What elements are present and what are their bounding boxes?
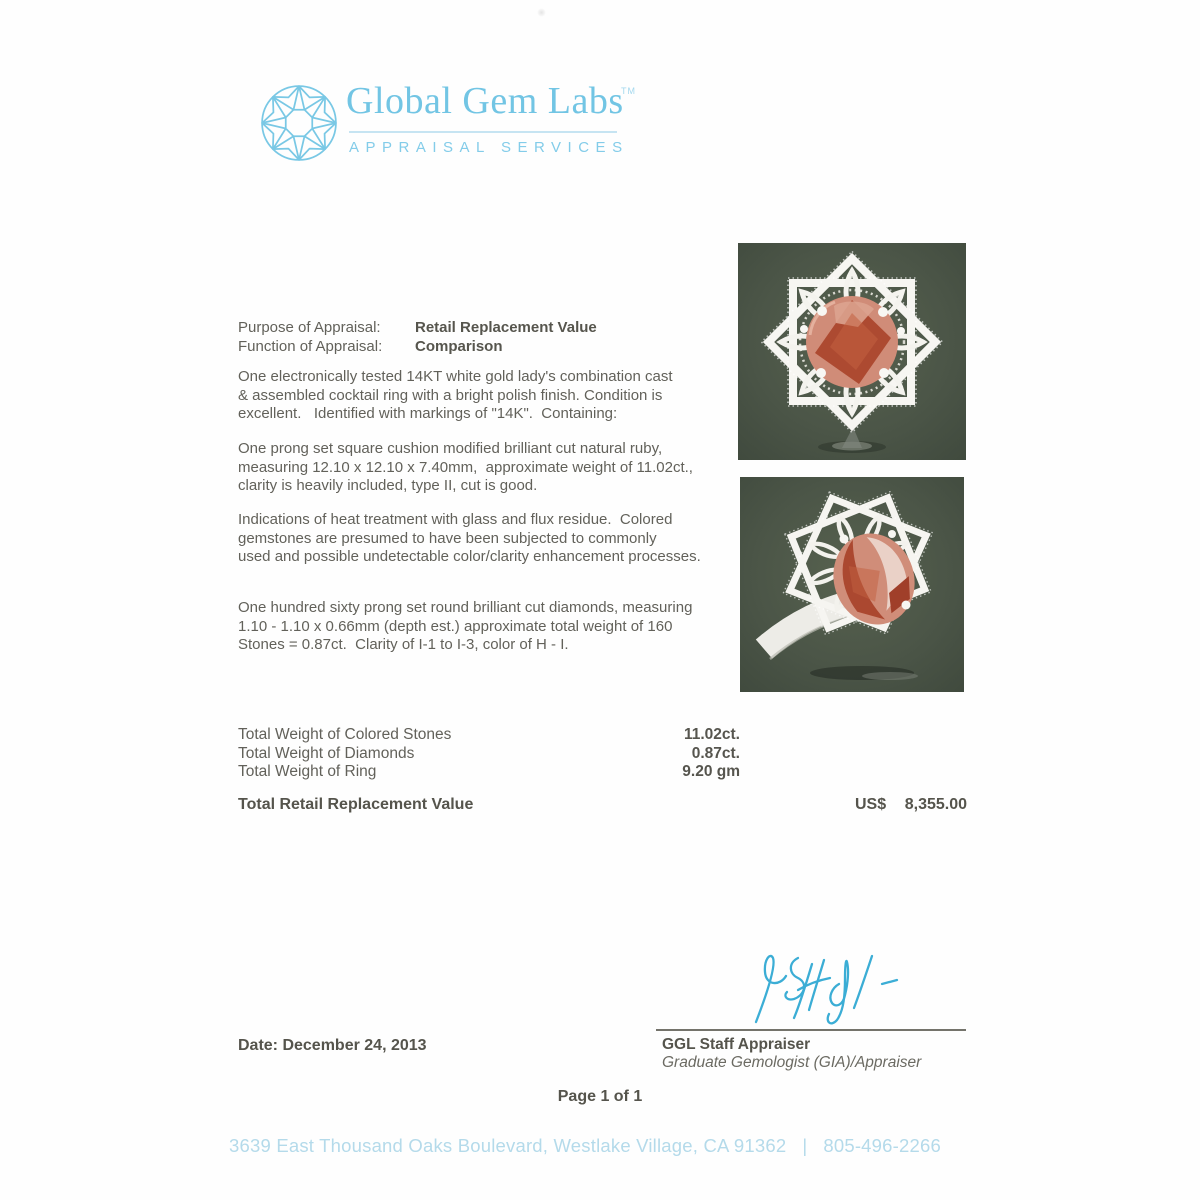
total-retail-value-amount (855, 796, 967, 814)
function-label: Function of Appraisal: (238, 337, 383, 355)
appraisal-date: Date: December 24, 2013 (238, 1037, 427, 1054)
appraiser-signature (742, 950, 917, 1032)
total-value: 8,355.00 (904, 796, 967, 813)
diamond-icon (258, 82, 340, 164)
description-paragraph-diamonds: One hundred sixty prong set round brilliant cut diamonds, measuring 1.10 - 1.10 x 0.66mm (depth est.) approximate total weight of 160 Stones = 0.87ct. Clarity of I-1 to I-3, color of H - I. (238, 599, 693, 654)
purpose-row (238, 319, 597, 338)
total-row-diamonds: Total Weight of Diamonds 0.87ct. (238, 744, 740, 762)
logo-wordmark: Global Gem Labs (346, 80, 624, 122)
appraiser-title: GGL Staff Appraiser (662, 1036, 811, 1053)
page-number: Page 1 of 1 (557, 1088, 643, 1105)
total-row-colored-stones: Total Weight of Colored Stones 11.02ct. (238, 726, 740, 743)
function-row (238, 338, 597, 357)
currency-label: US$ (855, 796, 887, 813)
purpose-value: Retail Replacement Value (415, 319, 597, 336)
total-retail-value-label: Total Retail Replacement Value (238, 796, 474, 813)
scan-artifact-dot (537, 8, 546, 17)
totals-table (238, 726, 748, 782)
function-value: Comparison (415, 337, 503, 355)
appraisal-purpose-block (238, 319, 597, 356)
logo-divider (349, 131, 617, 133)
footer-address: 3639 East Thousand Oaks Boulevard, Westlake Village, CA 91362 | 805-496-2266 (229, 1135, 941, 1156)
description-paragraph-ring: One electronically tested 14KT white gold lady's combination cast & assembled cocktail ring with a bright polish finish. Condition is excellent. Identified with markings of "14K". Containing: (238, 368, 673, 423)
trademark-mark: TM (621, 86, 636, 96)
ring-photo-top-view (738, 243, 966, 460)
purpose-label: Purpose of Appraisal: (238, 319, 381, 336)
total-row-ring-weight: Total Weight of Ring 9.20 gm (238, 763, 740, 781)
description-paragraph-treatment: Indications of heat treatment with glass and flux residue. Colored gemstones are presumed to have been subjected to commonly used and possible undetectable color/clarity enhancement processes. (238, 511, 701, 566)
signature-line (656, 1029, 966, 1031)
description-paragraph-ruby: One prong set square cushion modified brilliant cut natural ruby, measuring 12.10 x 12.10 x 7.40mm, approximate weight of 11.02ct., clarity is heavily included, type II, cut is good. (238, 440, 693, 495)
appraiser-credentials: Graduate Gemologist (GIA)/Appraiser (662, 1054, 922, 1071)
logo-subtitle: APPRAISAL SERVICES (349, 139, 629, 156)
ring-photo-side-view (740, 477, 964, 692)
